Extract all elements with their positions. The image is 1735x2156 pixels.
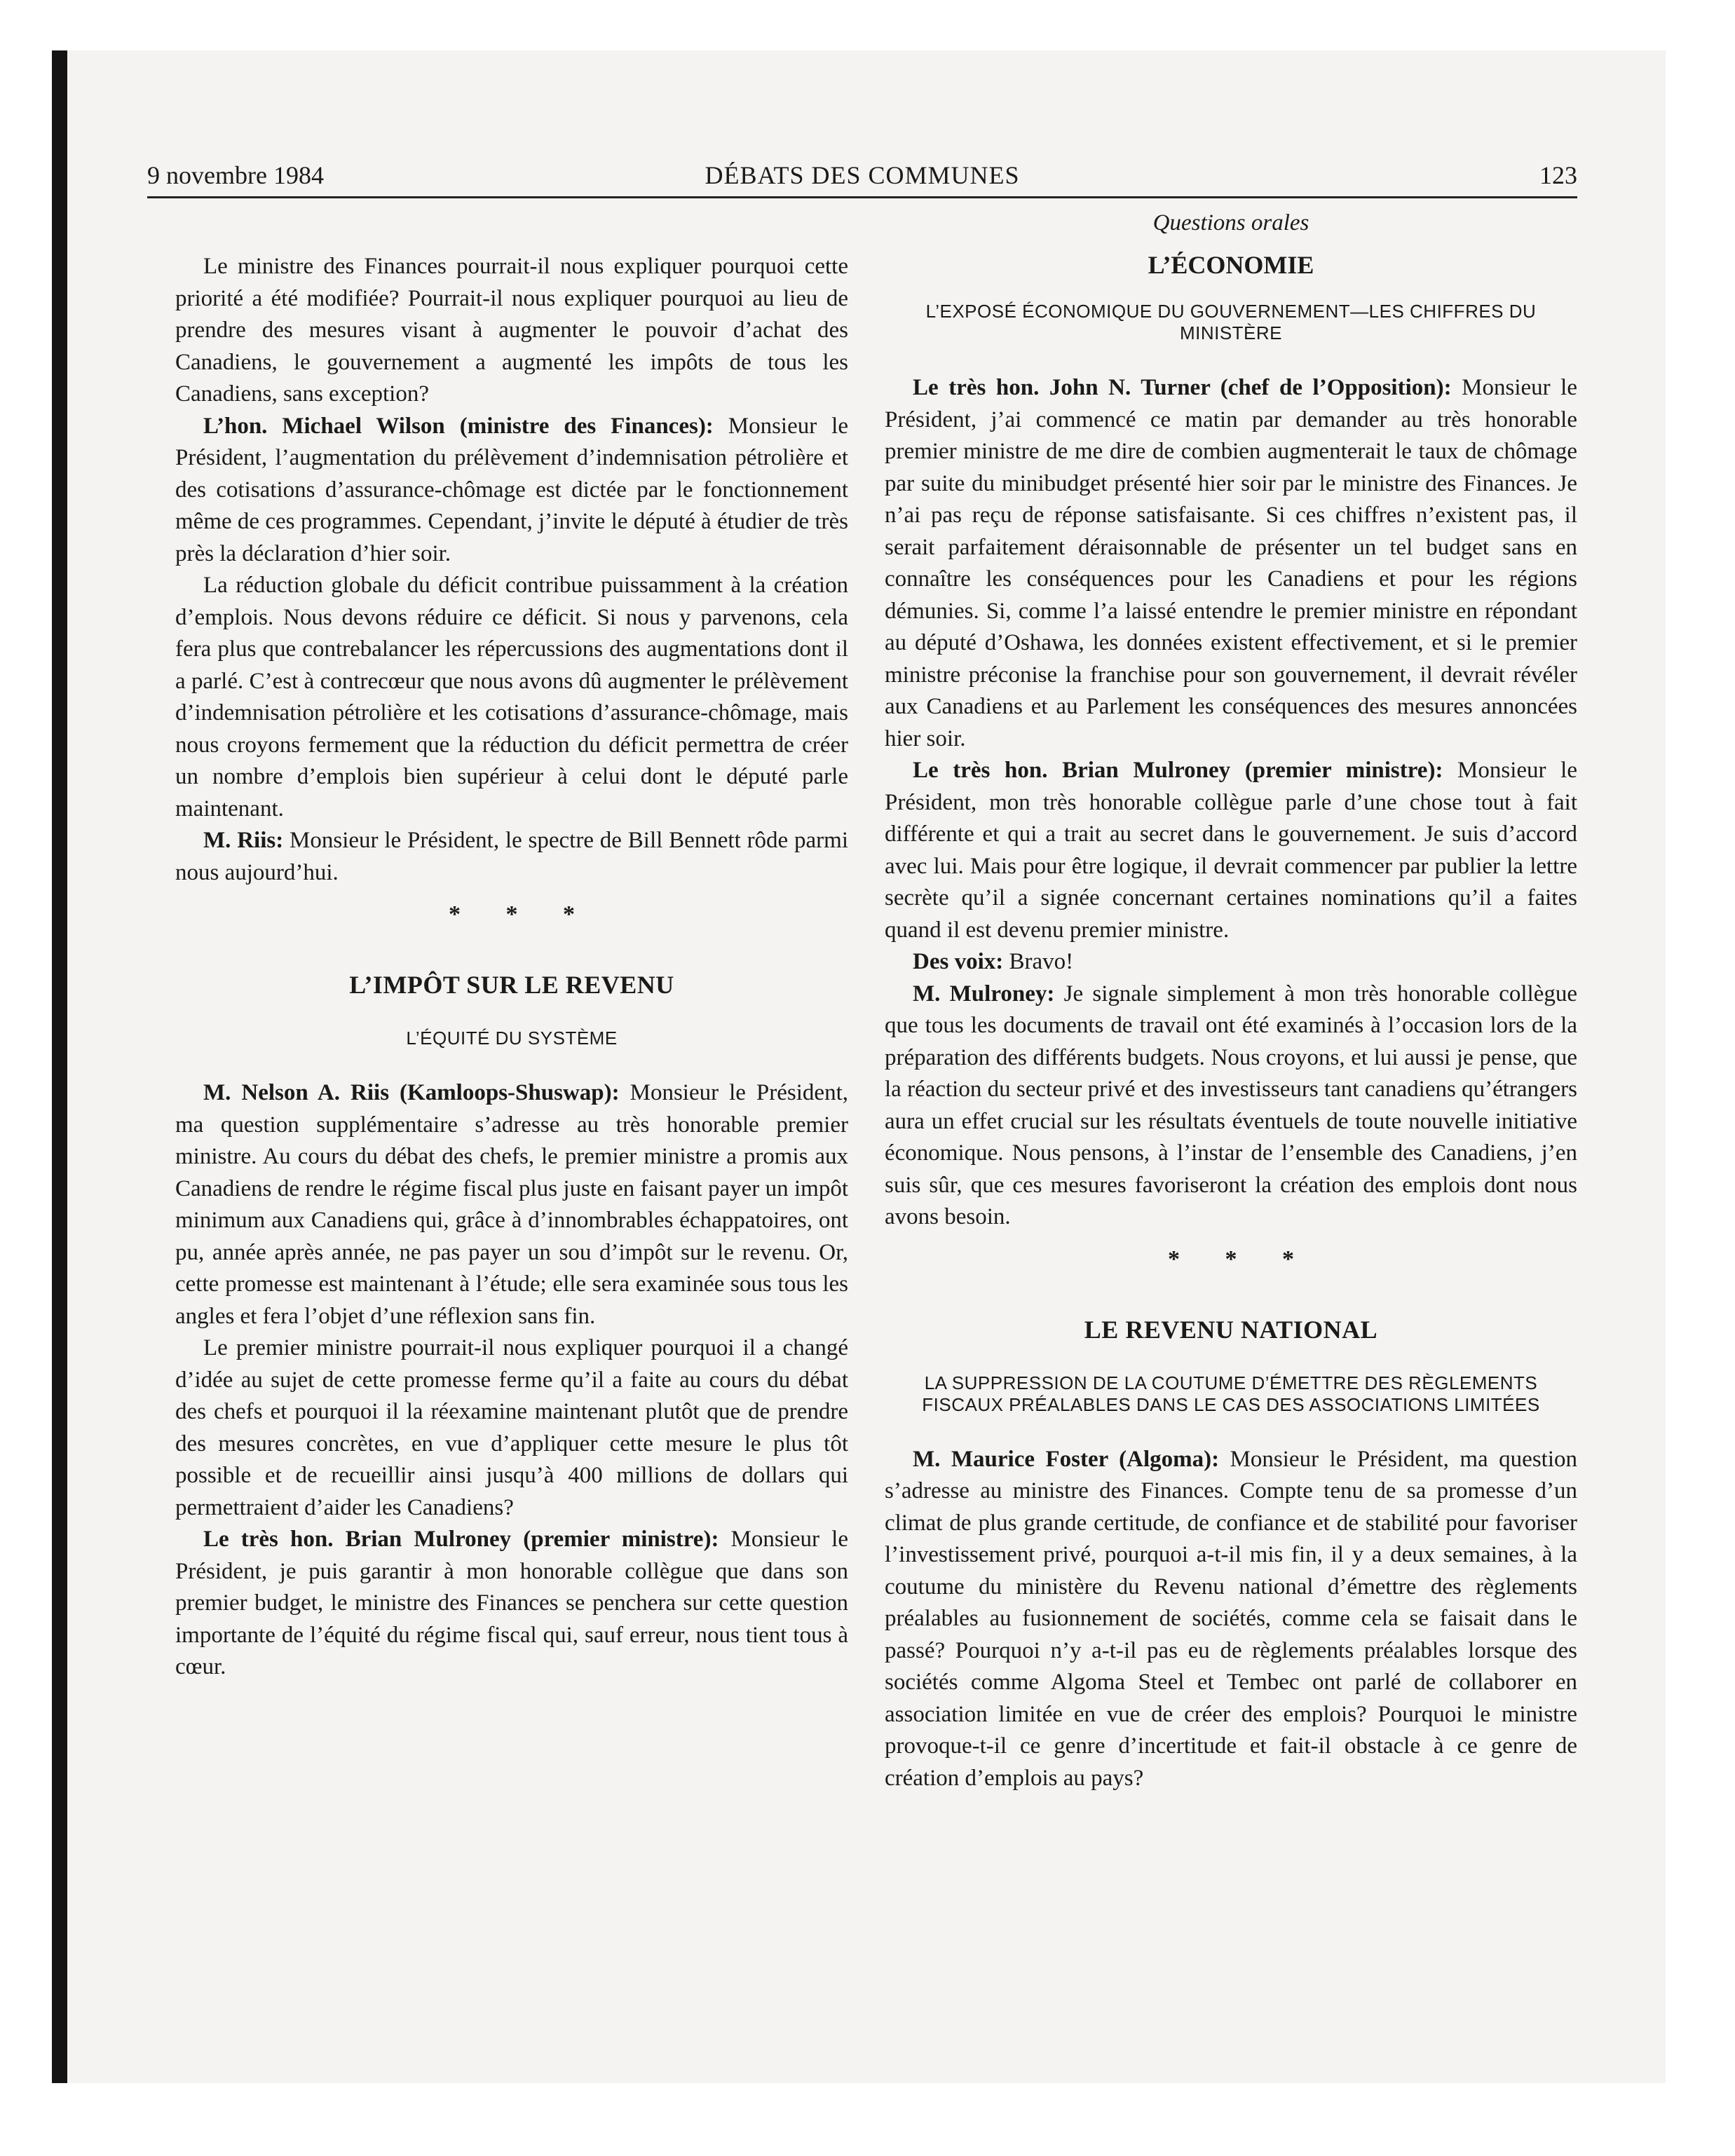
speech-foster [885, 1444, 1577, 1795]
speech-text: Bravo! [1003, 949, 1074, 974]
left-column [175, 210, 848, 1684]
speaker-name: M. Nelson A. Riis (Kamloops-Shuswap): [203, 1080, 620, 1105]
running-header [147, 160, 1577, 198]
speech-text: Monsieur le Président, l’augmentation du prélèvement d’indemnisation pétrolière et des cotisations d’assurance-chômage est dictée par le fonctionnement même de ces programmes. Cependant, j’invite le député à étudier de très près la déclaration d’hier soir. [175, 413, 848, 566]
header-title: DÉBATS DES COMMUNES [705, 161, 1020, 189]
rubric: Questions orales [1152, 210, 1309, 236]
speaker-name: Le très hon. Brian Mulroney (premier ministre): [203, 1527, 719, 1552]
speech-turner [885, 372, 1577, 755]
speech-text: Monsieur le Président, j’ai commencé ce matin par demander au très honorable premier ministre de me dire de combien augmenterait le taux de chômage par suite du minibudget présenté hier soir par le ministre des Finances. Je n’ai pas reçu de réponse satisfaisante. Si ces chiffres n’existent pas, il serait parfaitement déraisonnable de présenter un tel budget sans en connaître les conséquences pour les Canadiens et pour les régions démunies. Si, comme l’a laissé entendre le premier ministre en répondant au député d’Oshawa, les données existent effectivement, et si le premier ministre préconise la franchise pour son gouvernement, il devrait révéler aux Canadiens et au Parlement les conséquences des mesures annoncées hier soir. [885, 375, 1577, 751]
speech-text: Monsieur le Président, ma question supplémentaire s’adresse au très honorable premier ministre. Au cours du débat des chefs, le premier ministre a promis aux Canadiens de rendre le régime fiscal plus juste en faisant payer un impôt minimum aux Canadiens qui, grâce à d’innombrables échappatoires, ont pu, année après année, ne pas payer un sou d’impôt sur le revenu. Or, cette promesse est maintenant à l’étude; elle sera examinée sous tous les angles et fera l’objet d’une réflexion sans fin. [175, 1080, 848, 1329]
speech-mulroney [885, 978, 1577, 1234]
speaker-name: Le très hon. John N. Turner (chef de l’Opposition): [913, 375, 1452, 400]
section-heading: L’ÉCONOMIE [1148, 251, 1314, 279]
speech-mulroney [175, 1524, 848, 1684]
section-subheading: L’EXPOSÉ ÉCONOMIQUE DU GOUVERNEMENT—LES CHIFFRES DU MINISTÈRE [925, 301, 1537, 343]
scan-margin-top [0, 0, 1735, 50]
section-subheading: LA SUPPRESSION DE LA COUTUME D’ÉMETTRE DES RÈGLEMENTS FISCAUX PRÉALABLES DANS LE CAS DES ASSOCIATIONS LIMITÉES [922, 1372, 1540, 1415]
paragraph: Le premier ministre pourrait-il nous expliquer pourquoi il a changé d’idée au sujet de cette promesse ferme qu’il a faite au cours du débat des chefs et pourquoi il la réexamine maintenant plutôt que de prendre des mesures concrètes, en vue d’appliquer cette mesure le plus tôt possible et de recueillir ainsi jusqu’à 400 millions de dollars qui permettraient d’aider les Canadiens? [175, 1335, 848, 1520]
speaker-name: M. Maurice Foster (Algoma): [913, 1446, 1220, 1472]
speech-riis-question [175, 1077, 848, 1332]
section-heading: LE REVENU NATIONAL [1084, 1315, 1378, 1344]
speech-text: Monsieur le Président, le spectre de Bill Bennett rôde parmi nous aujourd’hui. [175, 828, 848, 885]
speech-wilson [175, 411, 848, 571]
header-date: 9 novembre 1984 [147, 161, 324, 189]
section-separator: * * * [449, 901, 594, 927]
speaker-name: Des voix: [913, 949, 1004, 974]
right-column [885, 210, 1577, 1794]
section-subheading: L’ÉQUITÉ DU SYSTÈME [406, 1028, 618, 1049]
speech-text: Je signale simplement à mon très honorable collègue que tous les documents de travail ont été examinés à l’occasion lors de la préparation des différents budgets. Nous croyons, et lui aussi je pense, que la réaction du secteur privé et des investisseurs tant canadiens qu’étrangers aura un effet crucial sur les résultats éventuels de toute nouvelle initiative économique. Nous pensons, à l’instar de l’ensemble des Canadiens, j’en suis sûr, que ces mesures favoriseront la création des emplois dont nous avons besoin. [885, 981, 1577, 1229]
speaker-name: Le très hon. Brian Mulroney (premier ministre): [913, 758, 1443, 783]
speaker-name: M. Mulroney: [913, 981, 1055, 1007]
speech-text: Monsieur le Président, je puis garantir à mon honorable collègue que dans son premier budget, le ministre des Finances se penchera sur cette question importante de l’équité du régime fiscal qui, sauf erreur, nous tient tous à cœur. [175, 1527, 848, 1679]
speech-text: Monsieur le Président, mon très honorable collègue parle d’une chose tout à fait différente et qui a trait au secret dans le gouvernement. Je suis d’accord avec lui. Mais pour être logique, il devrait commencer par publier la lettre secrète qu’il a signée concernant certaines nominations qu’il a faites quand il est devenu premier ministre. [885, 758, 1577, 943]
page-number: 123 [1539, 161, 1577, 189]
speech-mulroney [885, 755, 1577, 946]
speech-text: Monsieur le Président, ma question s’adresse au ministre des Finances. Compte tenu de sa promesse d’un climat de plus grande certitude, de confiance et de stabilité pour favoriser l’investissement privé, pourquoi a-t-il mis fin, il y a deux semaines, à la coutume du ministère du Revenu national d’émettre des règlements préalables au fusionnement de sociétés, comme cela se faisait dans le passé? Pourquoi n’y a-t-il pas eu de règlements préalables lorsque des sociétés comme Algoma Steel et Tembec ont parlé de collaborer en association limitée en vue de créer des emplois? Pourquoi le ministre provoque-t-il ce genre d’incertitude et fait-il obstacle à ce genre de création d’emplois au pays? [885, 1446, 1577, 1791]
section-heading: L’IMPÔT SUR LE REVENU [349, 971, 674, 999]
speaker-name: M. Riis: [203, 828, 284, 853]
paragraph: Le ministre des Finances pourrait-il nous expliquer pourquoi cette priorité a été modifiée? Pourrait-il nous expliquer pourquoi au lieu de prendre des mesures visant à augmenter le pouvoir d’achat des Canadiens, le gouvernement a augmenté les impôts de tous les Canadiens, sans exception? [175, 254, 848, 407]
section-separator: * * * [1168, 1246, 1314, 1272]
scan-binding-edge [52, 50, 67, 2083]
speech-riis [175, 825, 848, 889]
paragraph: La réduction globale du déficit contribue puissamment à la création d’emplois. Nous devons réduire ce déficit. Si nous y parvenons, cela fera plus que contrebalancer les répercussions des augmentations dont il a parlé. C’est à contrecœur que nous avons dû augmenter le prélèvement d’indemnisation pétrolière et les cotisations d’assurance-chômage, mais nous croyons fermement que la réduction du déficit permettra de créer un nombre d’emplois bien supérieur à celui dont le député parle maintenant. [175, 573, 848, 821]
speech-voices [885, 946, 1577, 978]
speaker-name: L’hon. Michael Wilson (ministre des Finances): [203, 413, 714, 439]
